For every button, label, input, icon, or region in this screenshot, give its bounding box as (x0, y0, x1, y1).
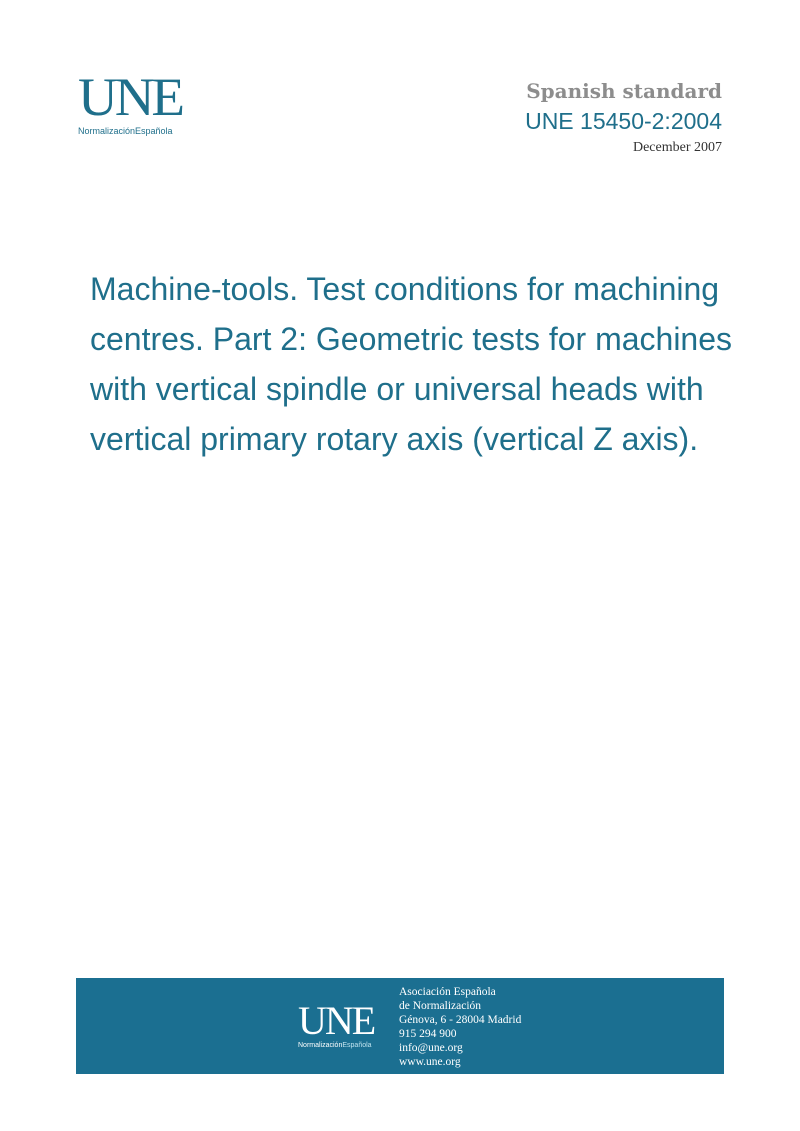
address-line-website: www.une.org (399, 1056, 461, 1068)
address-line-organization-2: de Normalización (399, 1000, 482, 1012)
standard-code: UNE 15450-2:2004 (525, 108, 722, 134)
footer-logo-tagline (298, 1042, 388, 1049)
address-line-street: Génova, 6 - 28004 Madrid (399, 1014, 522, 1026)
logo-tagline-part1: Normalización (78, 126, 136, 136)
logo-tagline (78, 126, 198, 136)
address-line-phone: 915 294 900 (399, 1028, 457, 1040)
standard-info (525, 78, 722, 158)
une-logo (78, 67, 198, 136)
standard-type: Spanish standard (526, 79, 722, 103)
logo-tagline-part2: Española (135, 126, 173, 136)
footer-logo-wordmark: UNE (298, 998, 375, 1043)
publication-date: December 2007 (632, 140, 722, 155)
footer-logo-tagline-part1: Normalización (298, 1042, 343, 1049)
address-line-organization: Asociación Española (399, 986, 496, 998)
logo-wordmark: UNE (78, 67, 183, 127)
footer-une-logo (298, 998, 388, 1049)
footer-band (76, 978, 724, 1074)
document-title: Machine-tools. Test conditions for machining centres. Part 2: Geometric tests for machines with vertical spindle or universal heads with vertical primary rotary axis (vertical Z axis). (90, 271, 733, 457)
address-line-email: info@une.org (399, 1042, 463, 1054)
footer-address (399, 985, 521, 1069)
footer-logo-tagline-part2: Española (342, 1042, 372, 1049)
